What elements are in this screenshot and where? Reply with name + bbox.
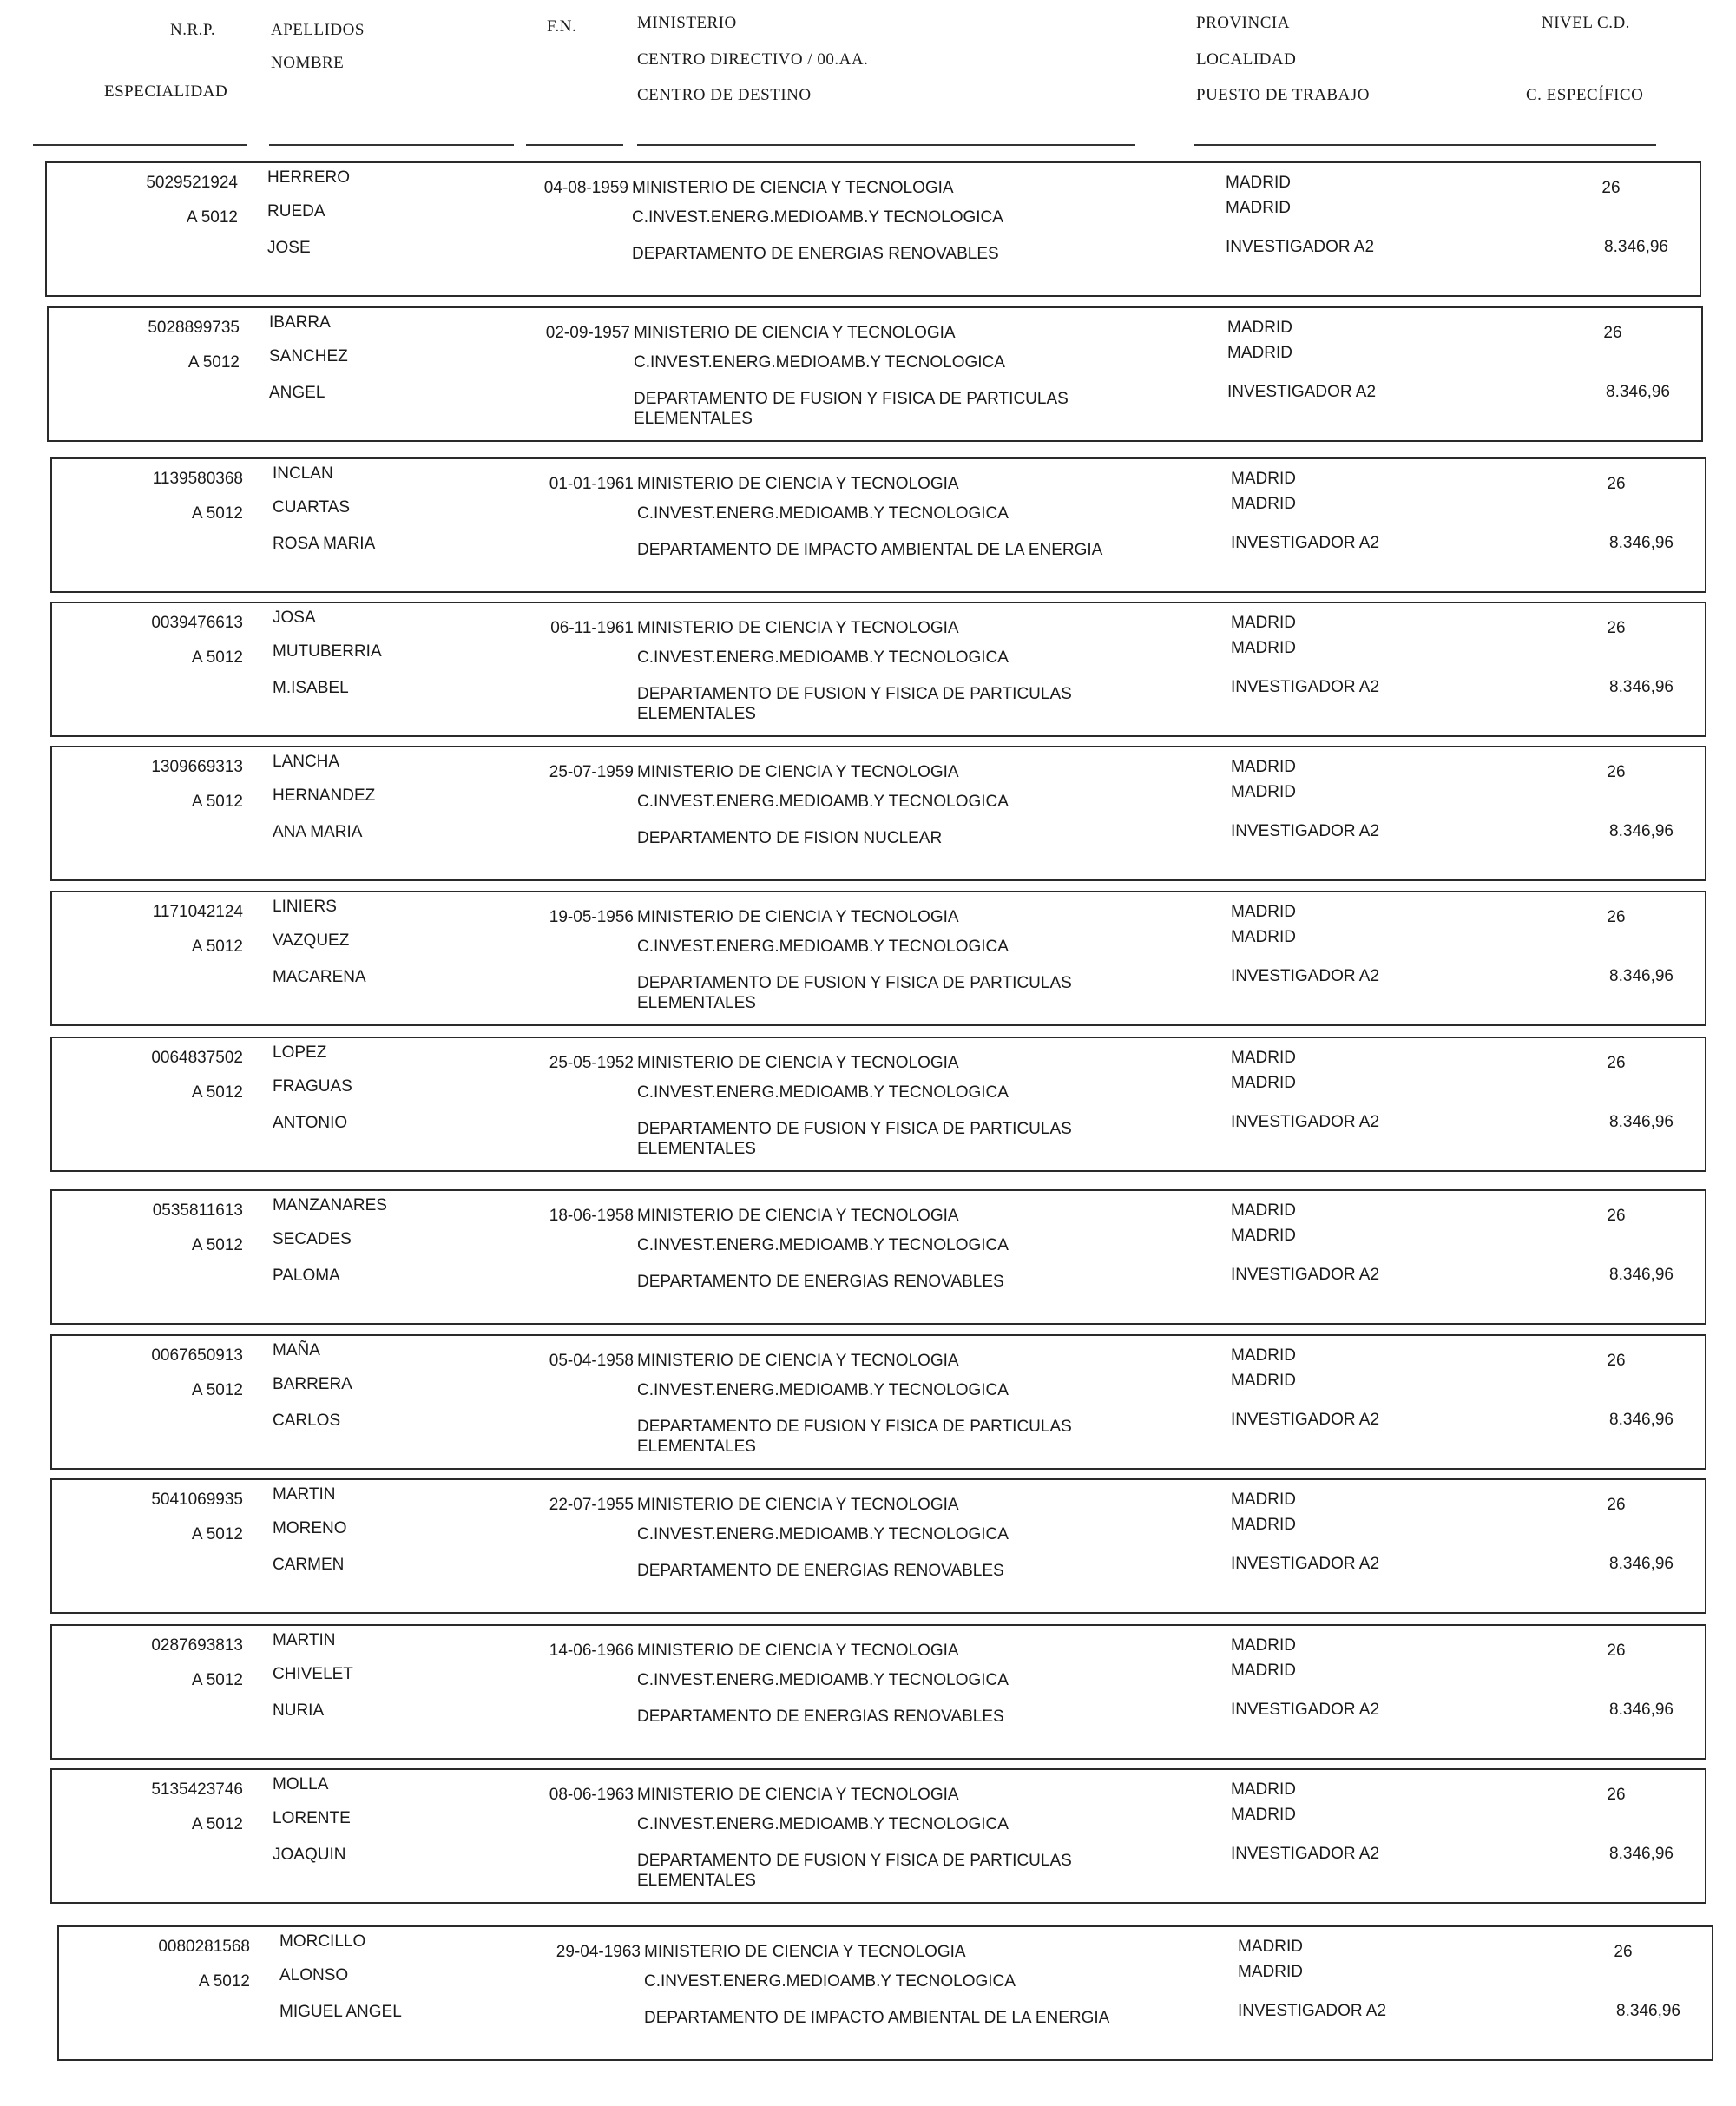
nrp-value: 1309669313 bbox=[151, 758, 243, 776]
especifico-value: 8.346,96 bbox=[1609, 822, 1674, 840]
nombre-value: M.ISABEL bbox=[273, 679, 349, 697]
localidad-value: MADRID bbox=[1231, 1227, 1296, 1245]
fecha-nacimiento-value: 06-11-1961 bbox=[550, 619, 634, 637]
nivel-value: 26 bbox=[1607, 1642, 1626, 1660]
localidad-value: MADRID bbox=[1231, 1074, 1296, 1092]
centro-destino-value: DEPARTAMENTO DE ENERGIAS RENOVABLES bbox=[637, 1562, 1004, 1580]
header-centro-directivo: CENTRO DIRECTIVO / 00.AA. bbox=[637, 50, 869, 69]
apellido1-value: MARTIN bbox=[273, 1631, 336, 1649]
especifico-value: 8.346,96 bbox=[1606, 383, 1670, 401]
puesto-value: INVESTIGADOR A2 bbox=[1231, 967, 1380, 985]
record-row bbox=[50, 891, 1706, 1026]
apellido1-value: INCLAN bbox=[273, 464, 333, 483]
especifico-value: 8.346,96 bbox=[1616, 2002, 1680, 2020]
centro-destino-value: DEPARTAMENTO DE ENERGIAS RENOVABLES bbox=[637, 1708, 1004, 1726]
ministerio-value: MINISTERIO DE CIENCIA Y TECNOLOGIA bbox=[632, 179, 954, 197]
nombre-value: ANGEL bbox=[269, 384, 326, 402]
centro-destino-cont-value: ELEMENTALES bbox=[637, 994, 756, 1012]
centro-destino-value: DEPARTAMENTO DE ENERGIAS RENOVABLES bbox=[637, 1273, 1004, 1291]
header-especifico: C. ESPECÍFICO bbox=[1526, 86, 1644, 104]
nombre-value: ANA MARIA bbox=[273, 823, 363, 841]
header-fn: F.N. bbox=[547, 17, 577, 36]
ministerio-value: MINISTERIO DE CIENCIA Y TECNOLOGIA bbox=[637, 619, 959, 637]
nombre-value: CARMEN bbox=[273, 1556, 345, 1574]
provincia-value: MADRID bbox=[1226, 174, 1291, 192]
nombre-value: NURIA bbox=[273, 1701, 325, 1720]
header-rule-apellidos bbox=[269, 144, 514, 146]
especifico-value: 8.346,96 bbox=[1609, 1555, 1674, 1573]
ministerio-value: MINISTERIO DE CIENCIA Y TECNOLOGIA bbox=[637, 1054, 959, 1072]
provincia-value: MADRID bbox=[1238, 1938, 1303, 1956]
record-row bbox=[50, 457, 1706, 593]
ministerio-value: MINISTERIO DE CIENCIA Y TECNOLOGIA bbox=[637, 1207, 959, 1225]
header-rule-provincia bbox=[1194, 144, 1656, 146]
fecha-nacimiento-value: 18-06-1958 bbox=[549, 1207, 634, 1225]
header-centro-destino: CENTRO DE DESTINO bbox=[637, 86, 812, 104]
ministerio-value: MINISTERIO DE CIENCIA Y TECNOLOGIA bbox=[637, 1352, 959, 1370]
record-row bbox=[50, 746, 1706, 881]
apellido2-value: LORENTE bbox=[273, 1809, 351, 1827]
nombre-value: JOSE bbox=[267, 239, 311, 257]
especialidad-value: A 5012 bbox=[191, 1815, 243, 1833]
fecha-nacimiento-value: 05-04-1958 bbox=[549, 1352, 634, 1370]
provincia-value: MADRID bbox=[1231, 1049, 1296, 1067]
centro-directivo-value: C.INVEST.ENERG.MEDIOAMB.Y TECNOLOGICA bbox=[637, 1381, 1009, 1399]
nrp-value: 0535811613 bbox=[152, 1201, 243, 1220]
especialidad-value: A 5012 bbox=[187, 353, 240, 372]
header-apellidos: APELLIDOS bbox=[271, 21, 365, 39]
nombre-value: ROSA MARIA bbox=[273, 535, 376, 553]
centro-directivo-value: C.INVEST.ENERG.MEDIOAMB.Y TECNOLOGICA bbox=[632, 208, 1003, 227]
fecha-nacimiento-value: 14-06-1966 bbox=[549, 1642, 634, 1660]
localidad-value: MADRID bbox=[1231, 1806, 1296, 1824]
apellido2-value: HERNANDEZ bbox=[273, 786, 376, 805]
puesto-value: INVESTIGADOR A2 bbox=[1231, 1266, 1380, 1284]
apellido2-value: CHIVELET bbox=[273, 1665, 353, 1683]
record-row bbox=[47, 306, 1703, 442]
centro-directivo-value: C.INVEST.ENERG.MEDIOAMB.Y TECNOLOGICA bbox=[637, 1236, 1009, 1254]
centro-directivo-value: C.INVEST.ENERG.MEDIOAMB.Y TECNOLOGICA bbox=[637, 504, 1009, 523]
nivel-value: 26 bbox=[1607, 1786, 1626, 1804]
record-row bbox=[50, 1037, 1706, 1172]
puesto-value: INVESTIGADOR A2 bbox=[1231, 1113, 1380, 1131]
apellido2-value: MORENO bbox=[273, 1519, 347, 1537]
nivel-value: 26 bbox=[1607, 619, 1626, 637]
nrp-value: 5041069935 bbox=[151, 1491, 243, 1509]
apellido1-value: HERRERO bbox=[267, 168, 351, 187]
nivel-value: 26 bbox=[1607, 1207, 1626, 1225]
record-row bbox=[50, 1334, 1706, 1470]
apellido1-value: IBARRA bbox=[269, 313, 331, 332]
especifico-value: 8.346,96 bbox=[1609, 1113, 1674, 1131]
centro-destino-value: DEPARTAMENTO DE FISION NUCLEAR bbox=[637, 829, 943, 847]
especialidad-value: A 5012 bbox=[191, 1525, 243, 1543]
especifico-value: 8.346,96 bbox=[1609, 1411, 1674, 1429]
nombre-value: MACARENA bbox=[273, 968, 366, 986]
ministerio-value: MINISTERIO DE CIENCIA Y TECNOLOGIA bbox=[637, 1786, 959, 1804]
nrp-value: 1171042124 bbox=[152, 903, 243, 921]
especialidad-value: A 5012 bbox=[191, 1671, 243, 1689]
especialidad-value: A 5012 bbox=[198, 1972, 250, 1991]
especialidad-value: A 5012 bbox=[191, 938, 243, 956]
ministerio-value: MINISTERIO DE CIENCIA Y TECNOLOGIA bbox=[637, 475, 959, 493]
apellido1-value: JOSA bbox=[273, 609, 316, 627]
header-especialidad: ESPECIALIDAD bbox=[104, 82, 228, 101]
centro-destino-cont-value: ELEMENTALES bbox=[637, 1140, 756, 1158]
nivel-value: 26 bbox=[1607, 1496, 1626, 1514]
apellido2-value: MUTUBERRIA bbox=[273, 642, 382, 661]
centro-destino-value: DEPARTAMENTO DE ENERGIAS RENOVABLES bbox=[632, 245, 999, 263]
nivel-value: 26 bbox=[1607, 1054, 1626, 1072]
header-puesto: PUESTO DE TRABAJO bbox=[1196, 86, 1370, 104]
ministerio-value: MINISTERIO DE CIENCIA Y TECNOLOGIA bbox=[634, 324, 956, 342]
apellido2-value: ALONSO bbox=[279, 1966, 349, 1984]
nombre-value: PALOMA bbox=[273, 1267, 340, 1285]
localidad-value: MADRID bbox=[1231, 783, 1296, 801]
especialidad-value: A 5012 bbox=[191, 1381, 243, 1399]
centro-destino-value: DEPARTAMENTO DE FUSION Y FISICA DE PARTICULAS bbox=[637, 685, 1072, 703]
header-rule-fn bbox=[526, 144, 623, 146]
provincia-value: MADRID bbox=[1231, 1346, 1296, 1365]
centro-directivo-value: C.INVEST.ENERG.MEDIOAMB.Y TECNOLOGICA bbox=[637, 648, 1009, 667]
centro-destino-cont-value: ELEMENTALES bbox=[637, 1872, 756, 1890]
apellido1-value: LINIERS bbox=[273, 898, 337, 916]
nombre-value: CARLOS bbox=[273, 1412, 341, 1430]
provincia-value: MADRID bbox=[1227, 319, 1292, 337]
record-row bbox=[50, 1768, 1706, 1904]
puesto-value: INVESTIGADOR A2 bbox=[1231, 534, 1380, 552]
nivel-value: 26 bbox=[1603, 324, 1622, 342]
ministerio-value: MINISTERIO DE CIENCIA Y TECNOLOGIA bbox=[637, 908, 959, 926]
apellido2-value: SECADES bbox=[273, 1230, 352, 1248]
localidad-value: MADRID bbox=[1231, 1662, 1296, 1680]
especifico-value: 8.346,96 bbox=[1609, 1701, 1674, 1719]
ministerio-value: MINISTERIO DE CIENCIA Y TECNOLOGIA bbox=[637, 1642, 959, 1660]
centro-destino-value: DEPARTAMENTO DE FUSION Y FISICA DE PARTICULAS bbox=[637, 1852, 1072, 1870]
especifico-value: 8.346,96 bbox=[1609, 967, 1674, 985]
provincia-value: MADRID bbox=[1231, 1491, 1296, 1509]
header-localidad: LOCALIDAD bbox=[1196, 50, 1297, 69]
apellido2-value: VAZQUEZ bbox=[273, 931, 350, 950]
centro-destino-value: DEPARTAMENTO DE IMPACTO AMBIENTAL DE LA ENERGIA bbox=[637, 541, 1103, 559]
centro-directivo-value: C.INVEST.ENERG.MEDIOAMB.Y TECNOLOGICA bbox=[637, 793, 1009, 811]
nrp-value: 0039476613 bbox=[151, 614, 243, 632]
fecha-nacimiento-value: 01-01-1961 bbox=[549, 475, 634, 493]
especialidad-value: A 5012 bbox=[191, 1236, 243, 1254]
fecha-nacimiento-value: 02-09-1957 bbox=[545, 324, 630, 342]
puesto-value: INVESTIGADOR A2 bbox=[1231, 1845, 1380, 1863]
header-nivel: NIVEL C.D. bbox=[1542, 14, 1630, 32]
centro-destino-cont-value: ELEMENTALES bbox=[634, 410, 753, 428]
nrp-value: 5135423746 bbox=[151, 1780, 243, 1799]
localidad-value: MADRID bbox=[1238, 1963, 1303, 1981]
especifico-value: 8.346,96 bbox=[1609, 678, 1674, 696]
nivel-value: 26 bbox=[1601, 179, 1621, 197]
fecha-nacimiento-value: 29-04-1963 bbox=[556, 1943, 641, 1961]
apellido1-value: LANCHA bbox=[273, 753, 340, 771]
apellido2-value: FRAGUAS bbox=[273, 1077, 352, 1096]
nivel-value: 26 bbox=[1614, 1943, 1633, 1961]
puesto-value: INVESTIGADOR A2 bbox=[1227, 383, 1377, 401]
fecha-nacimiento-value: 04-08-1959 bbox=[543, 179, 628, 197]
fecha-nacimiento-value: 08-06-1963 bbox=[549, 1786, 634, 1804]
especifico-value: 8.346,96 bbox=[1609, 534, 1674, 552]
record-row bbox=[50, 1624, 1706, 1760]
especifico-value: 8.346,96 bbox=[1609, 1266, 1674, 1284]
localidad-value: MADRID bbox=[1226, 199, 1291, 217]
nrp-value: 0080281568 bbox=[158, 1938, 250, 1956]
provincia-value: MADRID bbox=[1231, 903, 1296, 921]
provincia-value: MADRID bbox=[1231, 1780, 1296, 1799]
centro-destino-value: DEPARTAMENTO DE IMPACTO AMBIENTAL DE LA ENERGIA bbox=[644, 2009, 1110, 2027]
provincia-value: MADRID bbox=[1231, 614, 1296, 632]
ministerio-value: MINISTERIO DE CIENCIA Y TECNOLOGIA bbox=[644, 1943, 966, 1961]
ministerio-value: MINISTERIO DE CIENCIA Y TECNOLOGIA bbox=[637, 763, 959, 781]
localidad-value: MADRID bbox=[1231, 1372, 1296, 1390]
header-provincia: PROVINCIA bbox=[1196, 14, 1290, 32]
puesto-value: INVESTIGADOR A2 bbox=[1231, 822, 1380, 840]
centro-destino-cont-value: ELEMENTALES bbox=[637, 705, 756, 723]
apellido2-value: CUARTAS bbox=[273, 498, 351, 517]
centro-directivo-value: C.INVEST.ENERG.MEDIOAMB.Y TECNOLOGICA bbox=[637, 938, 1009, 956]
provincia-value: MADRID bbox=[1231, 470, 1296, 488]
record-row bbox=[57, 1925, 1713, 2061]
localidad-value: MADRID bbox=[1227, 344, 1292, 362]
puesto-value: INVESTIGADOR A2 bbox=[1231, 1701, 1380, 1719]
especialidad-value: A 5012 bbox=[191, 1083, 243, 1102]
especialidad-value: A 5012 bbox=[191, 793, 243, 811]
nivel-value: 26 bbox=[1607, 908, 1626, 926]
apellido1-value: MANZANARES bbox=[273, 1196, 387, 1214]
especialidad-value: A 5012 bbox=[186, 208, 238, 227]
nivel-value: 26 bbox=[1607, 763, 1626, 781]
provincia-value: MADRID bbox=[1231, 758, 1296, 776]
nivel-value: 26 bbox=[1607, 1352, 1626, 1370]
record-row bbox=[50, 602, 1706, 737]
record-row bbox=[50, 1478, 1706, 1614]
centro-directivo-value: C.INVEST.ENERG.MEDIOAMB.Y TECNOLOGICA bbox=[637, 1671, 1009, 1689]
centro-destino-value: DEPARTAMENTO DE FUSION Y FISICA DE PARTICULAS bbox=[634, 390, 1069, 408]
puesto-value: INVESTIGADOR A2 bbox=[1238, 2002, 1387, 2020]
apellido1-value: LOPEZ bbox=[273, 1043, 327, 1062]
centro-directivo-value: C.INVEST.ENERG.MEDIOAMB.Y TECNOLOGICA bbox=[634, 353, 1005, 372]
header-nrp: N.R.P. bbox=[170, 21, 216, 39]
fecha-nacimiento-value: 25-07-1959 bbox=[549, 763, 634, 781]
centro-destino-value: DEPARTAMENTO DE FUSION Y FISICA DE PARTICULAS bbox=[637, 1120, 1072, 1138]
puesto-value: INVESTIGADOR A2 bbox=[1231, 1411, 1380, 1429]
ministerio-value: MINISTERIO DE CIENCIA Y TECNOLOGIA bbox=[637, 1496, 959, 1514]
localidad-value: MADRID bbox=[1231, 495, 1296, 513]
apellido1-value: MARTIN bbox=[273, 1485, 336, 1504]
record-row bbox=[45, 161, 1701, 297]
localidad-value: MADRID bbox=[1231, 1516, 1296, 1534]
nrp-value: 0064837502 bbox=[151, 1049, 243, 1067]
centro-directivo-value: C.INVEST.ENERG.MEDIOAMB.Y TECNOLOGICA bbox=[637, 1525, 1009, 1543]
record-row bbox=[50, 1189, 1706, 1325]
header-rule-ministerio bbox=[637, 144, 1135, 146]
header-ministerio: MINISTERIO bbox=[637, 14, 737, 32]
especifico-value: 8.346,96 bbox=[1609, 1845, 1674, 1863]
centro-directivo-value: C.INVEST.ENERG.MEDIOAMB.Y TECNOLOGICA bbox=[637, 1815, 1009, 1833]
nombre-value: JOAQUIN bbox=[273, 1846, 346, 1864]
nivel-value: 26 bbox=[1607, 475, 1626, 493]
header-rule-nrp bbox=[33, 144, 247, 146]
nrp-value: 1139580368 bbox=[152, 470, 243, 488]
centro-destino-cont-value: ELEMENTALES bbox=[637, 1438, 756, 1456]
puesto-value: INVESTIGADOR A2 bbox=[1226, 238, 1375, 256]
nrp-value: 0287693813 bbox=[151, 1636, 243, 1655]
apellido2-value: RUEDA bbox=[267, 202, 326, 220]
apellido1-value: MAÑA bbox=[273, 1341, 320, 1359]
apellido2-value: SANCHEZ bbox=[269, 347, 348, 365]
apellido2-value: BARRERA bbox=[273, 1375, 352, 1393]
especialidad-value: A 5012 bbox=[191, 648, 243, 667]
centro-destino-value: DEPARTAMENTO DE FUSION Y FISICA DE PARTICULAS bbox=[637, 1418, 1072, 1436]
localidad-value: MADRID bbox=[1231, 639, 1296, 657]
fecha-nacimiento-value: 19-05-1956 bbox=[549, 908, 634, 926]
provincia-value: MADRID bbox=[1231, 1636, 1296, 1655]
apellido1-value: MOLLA bbox=[273, 1775, 329, 1793]
nrp-value: 0067650913 bbox=[151, 1346, 243, 1365]
nrp-value: 5029521924 bbox=[146, 174, 238, 192]
puesto-value: INVESTIGADOR A2 bbox=[1231, 678, 1380, 696]
header-nombre: NOMBRE bbox=[271, 54, 345, 72]
fecha-nacimiento-value: 25-05-1952 bbox=[549, 1054, 634, 1072]
provincia-value: MADRID bbox=[1231, 1201, 1296, 1220]
especifico-value: 8.346,96 bbox=[1604, 238, 1668, 256]
fecha-nacimiento-value: 22-07-1955 bbox=[549, 1496, 634, 1514]
centro-directivo-value: C.INVEST.ENERG.MEDIOAMB.Y TECNOLOGICA bbox=[637, 1083, 1009, 1102]
nrp-value: 5028899735 bbox=[148, 319, 240, 337]
puesto-value: INVESTIGADOR A2 bbox=[1231, 1555, 1380, 1573]
localidad-value: MADRID bbox=[1231, 928, 1296, 946]
centro-destino-value: DEPARTAMENTO DE FUSION Y FISICA DE PARTICULAS bbox=[637, 974, 1072, 992]
nombre-value: MIGUEL ANGEL bbox=[279, 2003, 402, 2021]
nombre-value: ANTONIO bbox=[273, 1114, 348, 1132]
apellido1-value: MORCILLO bbox=[279, 1932, 366, 1951]
centro-directivo-value: C.INVEST.ENERG.MEDIOAMB.Y TECNOLOGICA bbox=[644, 1972, 1016, 1991]
especialidad-value: A 5012 bbox=[191, 504, 243, 523]
